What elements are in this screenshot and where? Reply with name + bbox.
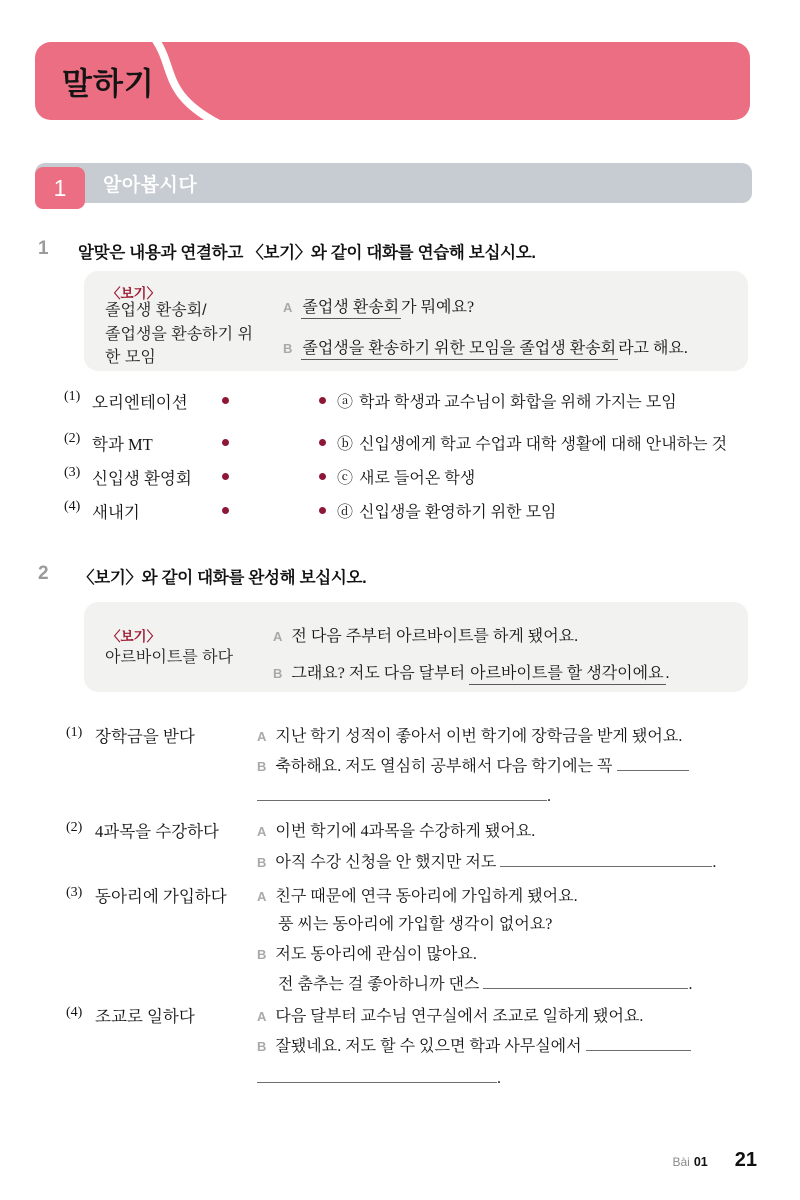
matching-row	[0, 431, 800, 455]
speaker-a-label: A	[257, 889, 267, 904]
connector-dot-left	[222, 397, 229, 404]
example-dialogue-b	[283, 335, 688, 358]
choice-letter: ⓐ	[337, 394, 354, 411]
dialogue-b-suffix: .	[665, 665, 670, 682]
choice-text: 신입생에게 학교 수업과 대학 생활에 대해 안내하는 것	[359, 436, 728, 453]
dialogue-text	[275, 849, 716, 872]
exercise1-example-box	[84, 271, 748, 371]
exercise2-example-box	[84, 602, 748, 692]
example-tag: 〈보기〉	[107, 286, 161, 301]
dialogue-line-b2	[278, 971, 692, 994]
section-number: 1	[53, 174, 67, 201]
item-number: (4)	[66, 1005, 83, 1020]
section-bar	[35, 163, 752, 203]
speaker-b-label: B	[257, 1039, 267, 1054]
speaker-a-label: A	[283, 300, 293, 315]
dialogue-b-prefix: 잘됐네요. 저도 할 수 있으면 학과 사무실에서	[275, 1038, 582, 1055]
matching-row	[0, 389, 800, 413]
dialogue-continuation	[257, 786, 551, 806]
answer-blank	[483, 974, 688, 989]
example-prompt-line: 한 모임	[105, 349, 156, 366]
speaker-b-label: B	[257, 947, 267, 962]
speaker-b-label: B	[283, 341, 293, 356]
answer-blank	[500, 852, 712, 867]
dialogue-text: 이번 학기에 4과목을 수강하게 됐어요.	[275, 823, 536, 840]
item-number: (3)	[64, 465, 81, 480]
dialogue-b-text	[291, 660, 669, 683]
example-prompt: 아르바이트를 하다	[105, 649, 234, 666]
exercise2-number: 2	[38, 563, 49, 584]
dialogue-line-b	[257, 1033, 691, 1056]
dialogue-text	[275, 753, 688, 776]
dialogue-b-rest: 라고 해요.	[618, 340, 688, 357]
matching-right-definition	[337, 465, 475, 488]
matching-left-term: 오리엔테이션	[92, 393, 188, 412]
page-footer	[0, 1149, 757, 1172]
choice-letter: ⓒ	[337, 470, 354, 487]
speaker-a-label: A	[273, 629, 283, 644]
dialogue-text	[257, 1068, 501, 1088]
speaker-a-label: A	[257, 824, 267, 839]
matching-right-definition	[337, 389, 677, 412]
dialogue-text: 저도 동아리에 관심이 많아요.	[275, 946, 477, 963]
item-number: (4)	[64, 499, 81, 514]
speaker-a-label: A	[257, 729, 267, 744]
item-number: (2)	[64, 431, 81, 446]
chapter-title: 말하기	[62, 66, 155, 102]
connector-dot-right	[319, 507, 326, 514]
section-title: 알아봅시다	[103, 174, 198, 196]
sentence-period: .	[688, 976, 693, 993]
answer-underlined: 졸업생 환송회	[301, 299, 401, 319]
connector-dot-right	[319, 473, 326, 480]
dialogue-line-b	[257, 753, 689, 776]
sentence-period: .	[712, 854, 717, 871]
connector-dot-left	[222, 439, 229, 446]
dialogue-a-text: 전 다음 주부터 아르바이트를 하게 됐어요.	[291, 628, 579, 645]
example-prompt	[105, 299, 253, 370]
item-number: (2)	[66, 820, 83, 835]
speaker-b-label: B	[257, 759, 267, 774]
exercise1-number: 1	[38, 238, 49, 259]
sentence-period: .	[497, 1070, 501, 1087]
item-number: (3)	[66, 885, 83, 900]
example-dialogue-b	[273, 660, 670, 683]
matching-left-term: 학과 MT	[92, 435, 153, 454]
dialogue-line-a	[257, 818, 535, 841]
dialogue-text	[278, 971, 692, 994]
dialogue-line-a2	[278, 911, 552, 934]
dialogue-a-rest: 가 뭐예요?	[401, 299, 475, 316]
item-prompt: 장학금을 받다	[95, 727, 195, 746]
section-number-box	[35, 167, 85, 209]
exercise2-instruction: 〈보기〉와 같이 대화를 완성해 보십시오.	[78, 569, 367, 587]
matching-left-term: 새내기	[92, 503, 140, 522]
lesson-label: Bài	[672, 1155, 690, 1169]
answer-blank	[257, 1068, 497, 1083]
speaker-a-label: A	[257, 1009, 267, 1024]
lesson-number: 01	[693, 1155, 708, 1169]
answer-blank	[257, 786, 547, 801]
dialogue-b-prefix: 전 춤추는 걸 좋아하니까 댄스	[278, 976, 480, 993]
speaker-b-label: B	[257, 855, 267, 870]
matching-row	[0, 499, 800, 523]
matching-right-definition	[337, 431, 727, 454]
dialogue-line-a	[257, 883, 578, 906]
choice-text: 신입생을 환영하기 위한 모임	[359, 504, 557, 521]
connector-dot-right	[319, 439, 326, 446]
dialogue-b-text	[301, 335, 688, 358]
item-prompt: 조교로 일하다	[95, 1007, 195, 1026]
dialogue-text: 다음 달부터 교수님 연구실에서 조교로 일하게 됐어요.	[275, 1008, 644, 1025]
sentence-period: .	[547, 788, 551, 805]
chapter-banner	[35, 42, 750, 120]
example-prompt-line: 졸업생을 환송하기 위	[105, 325, 253, 343]
connector-dot-left	[222, 473, 229, 480]
connector-dot-right	[319, 397, 326, 404]
item-number: (1)	[66, 725, 83, 740]
item-number: (1)	[64, 389, 81, 404]
answer-underlined: 아르바이트를 할 생각이에요	[469, 665, 665, 685]
dialogue-line-a	[257, 723, 682, 746]
answer-blank	[586, 1036, 691, 1051]
dialogue-a-text	[301, 294, 474, 317]
dialogue-text	[275, 1033, 690, 1056]
choice-letter: ⓓ	[337, 504, 354, 521]
dialogue-text: 친구 때문에 연극 동아리에 가입하게 됐어요.	[275, 888, 578, 905]
choice-text: 학과 학생과 교수님이 화합을 위해 가지는 모임	[359, 394, 677, 411]
matching-right-definition	[337, 499, 557, 522]
speaker-b-label: B	[273, 666, 283, 681]
dialogue-text	[257, 786, 551, 806]
dialogue-b-prefix: 축하해요. 저도 열심히 공부해서 다음 학기에는 꼭	[275, 758, 613, 775]
matching-row	[0, 465, 800, 489]
choice-letter: ⓑ	[337, 436, 354, 453]
example-dialogue-a	[273, 623, 578, 646]
answer-underlined: 졸업생을 환송하기 위한 모임을 졸업생 환송회	[301, 340, 618, 360]
dialogue-continuation	[257, 1068, 501, 1088]
example-prompt-line: 졸업생 환송회/	[105, 302, 207, 319]
dialogue-line-a	[257, 1003, 643, 1026]
dialogue-text: 풍 씨는 동아리에 가입할 생각이 없어요?	[278, 916, 553, 933]
dialogue-b-prefix: 아직 수강 신청을 안 했지만 저도	[275, 854, 497, 871]
answer-blank	[617, 756, 689, 771]
page-number: 21	[734, 1149, 757, 1171]
item-prompt: 4과목을 수강하다	[95, 822, 219, 841]
dialogue-text: 지난 학기 성적이 좋아서 이번 학기에 장학금을 받게 됐어요.	[275, 728, 683, 745]
exercise1-instruction: 알맞은 내용과 연결하고 〈보기〉와 같이 대화를 연습해 보십시오.	[78, 244, 536, 262]
choice-text: 새로 들어온 학생	[359, 470, 476, 487]
example-dialogue-a	[283, 294, 474, 317]
connector-dot-left	[222, 507, 229, 514]
dialogue-b-prefix: 그래요? 저도 다음 달부터	[291, 665, 466, 682]
item-prompt: 동아리에 가입하다	[95, 887, 227, 906]
matching-left-term: 신입생 환영회	[92, 469, 192, 488]
dialogue-line-b	[257, 849, 716, 872]
example-tag: 〈보기〉	[107, 629, 161, 644]
dialogue-line-b	[257, 941, 477, 964]
